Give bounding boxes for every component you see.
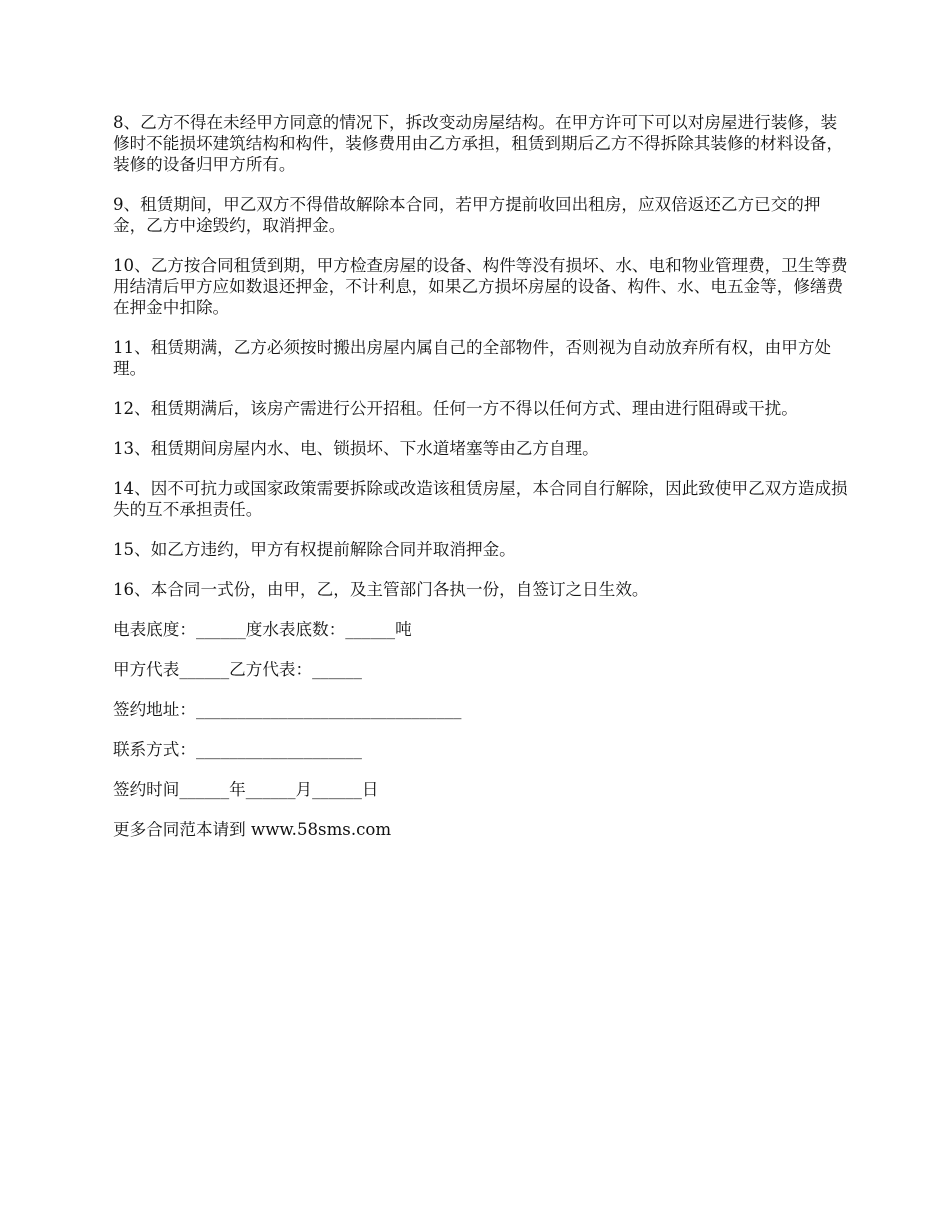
clause-8: 8、乙方不得在未经甲方同意的情况下，拆改变动房屋结构。在甲方许可下可以对房屋进行装修，装修时不能损坏建筑结构和构件，装修费用由乙方承担，租赁到期后乙方不得拆除其装修的材料设备，装修的设备归甲方所有。 (113, 113, 844, 174)
signing-address-field: 签约地址：________________________________ (113, 700, 462, 719)
clause-12: 12、租赁期满后，该房产需进行公开招租。任何一方不得以任何方式、理由进行阻碍或干扰。 (113, 399, 798, 418)
clause-15: 15、如乙方违约，甲方有权提前解除合同并取消押金。 (113, 540, 516, 559)
signing-date-field: 签约时间______年______月______日 (113, 780, 379, 799)
clause-13: 13、租赁期间房屋内水、电、锁损坏、下水道堵塞等由乙方自理。 (113, 439, 599, 458)
meter-readings-field: 电表底度：______度水表底数：______吨 (113, 620, 412, 639)
clause-11: 11、租赁期满，乙方必须按时搬出房屋内属自己的全部物件，否则视为自动放弃所有权，由甲方处理。 (113, 338, 832, 378)
clause-10: 10、乙方按合同租赁到期，甲方检查房屋的设备、构件等没有损坏、水、电和物业管理费，卫生等费用结清后甲方应如数退还押金，不计利息，如果乙方损坏房屋的设备、构件、水、电五金等，修缮费在押金中扣除。 (113, 256, 848, 317)
footer-link-text: 更多合同范本请到 www.58sms.com (113, 820, 392, 839)
clause-9: 9、租赁期间，甲乙双方不得借故解除本合同，若甲方提前收回出租房，应双倍返还乙方已交的押金，乙方中途毁约，取消押金。 (113, 195, 821, 235)
document-body (113, 112, 853, 859)
contact-field: 联系方式：____________________ (113, 740, 362, 759)
clause-16: 16、本合同一式份，由甲，乙，及主管部门各执一份，自签订之日生效。 (113, 580, 649, 599)
representatives-field: 甲方代表______乙方代表：______ (113, 660, 362, 679)
clause-14: 14、因不可抗力或国家政策需要拆除或改造该租赁房屋，本合同自行解除，因此致使甲乙双方造成损失的互不承担责任。 (113, 479, 848, 519)
